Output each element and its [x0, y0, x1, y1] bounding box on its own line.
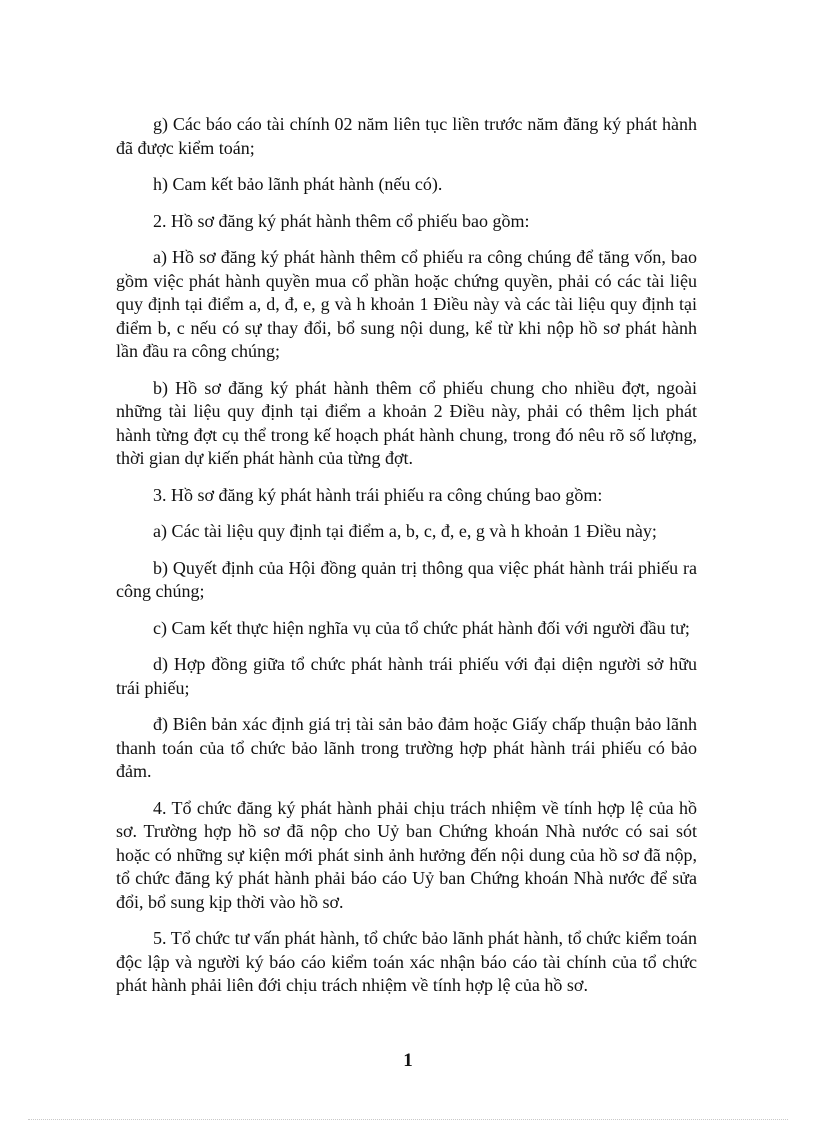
paragraph-section-2b: b) Hồ sơ đăng ký phát hành thêm cổ phiếu chung cho nhiều đợt, ngoài những tài liệu quy định tại điểm a khoản 2 Điều này, phải có thêm lịch phát hành từng đợt cụ thể trong kế hoạch phát hành chung, trong đó nêu rõ số lượng, thời gian dự kiến phát hành của từng đợt.: [116, 377, 697, 468]
paragraph-section-3d: d) Hợp đồng giữa tổ chức phát hành trái phiếu với đại diện người sở hữu trái phiếu;: [116, 654, 697, 698]
paragraph-section-5: 5. Tổ chức tư vấn phát hành, tổ chức bảo lãnh phát hành, tổ chức kiểm toán độc lập và người ký báo cáo kiểm toán xác nhận báo cáo tài chính của tổ chức phát hành phải liên đới chịu trách nhiệm về tính hợp lệ của hồ sơ.: [116, 928, 697, 995]
paragraph-item-h: h) Cam kết bảo lãnh phát hành (nếu có).: [153, 174, 443, 194]
document-body: [116, 113, 697, 1011]
paragraph-section-4: 4. Tổ chức đăng ký phát hành phải chịu trách nhiệm về tính hợp lệ của hồ sơ. Trường hợp hồ sơ đã nộp cho Uỷ ban Chứng khoán Nhà nước có sai sót hoặc có những sự kiện mới phát sinh ảnh hưởng đến nội dung của hồ sơ đã nộp, tổ chức đăng ký phát hành phải báo cáo Uỷ ban Chứng khoán Nhà nước để sửa đổi, bổ sung kịp thời vào hồ sơ.: [116, 797, 697, 912]
paragraph-section-3dd: đ) Biên bản xác định giá trị tài sản bảo đảm hoặc Giấy chấp thuận bảo lãnh thanh toán của tổ chức bảo lãnh trong trường hợp phát hành trái phiếu có bảo đảm.: [116, 714, 697, 781]
paragraph-section-3c: c) Cam kết thực hiện nghĩa vụ của tổ chức phát hành đối với người đầu tư;: [153, 617, 690, 638]
paragraph-section-2: 2. Hồ sơ đăng ký phát hành thêm cổ phiếu bao gồm:: [153, 210, 530, 231]
page-number: 1: [403, 1050, 413, 1071]
paragraph-item-g: g) Các báo cáo tài chính 02 năm liên tục liền trước năm đăng ký phát hành đã được kiểm toán;: [116, 114, 697, 158]
paragraph-section-3: 3. Hồ sơ đăng ký phát hành trái phiếu ra công chúng bao gồm:: [153, 484, 603, 505]
paragraph-section-2a: a) Hồ sơ đăng ký phát hành thêm cổ phiếu ra công chúng để tăng vốn, bao gồm việc phát hành quyền mua cổ phần hoặc chứng quyền, phải có các tài liệu quy định tại điểm a, d, đ, e, g và h khoản 1 Điều này và các tài liệu quy định tại điểm b, c nếu có sự thay đổi, bổ sung nội dung, kể từ khi nộp hồ sơ phát hành lần đầu ra công chúng;: [116, 247, 697, 361]
paragraph-section-3a: a) Các tài liệu quy định tại điểm a, b, c, đ, e, g và h khoản 1 Điều này;: [153, 521, 657, 541]
paragraph-section-3b: b) Quyết định của Hội đồng quản trị thông qua việc phát hành trái phiếu ra công chúng;: [116, 557, 697, 601]
page-bottom-divider: [28, 1119, 788, 1120]
